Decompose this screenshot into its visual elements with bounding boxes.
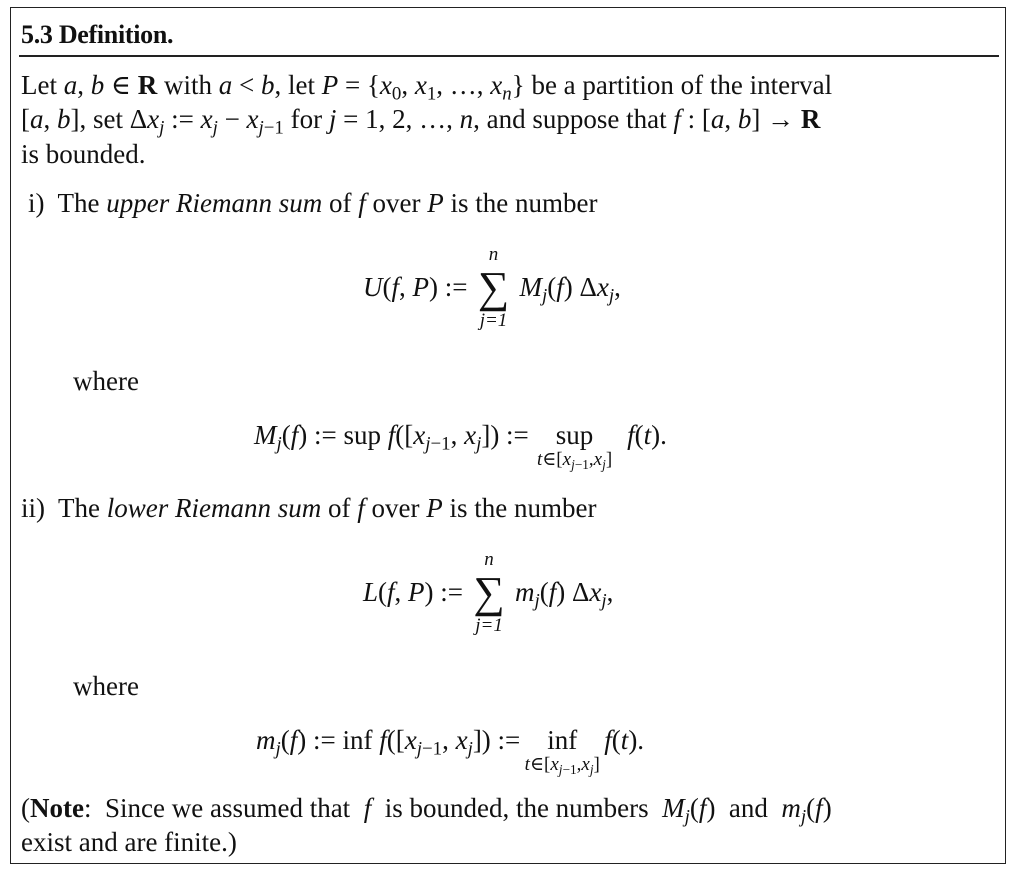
inf-operator: inf $t\in[x_{j-1},x_j]$ (524, 725, 600, 777)
heading-rule (19, 55, 999, 57)
upper-where-label: where (73, 366, 139, 396)
intro-line-3: is bounded. (21, 139, 146, 169)
note-line-2: exist and are finite.) (21, 827, 237, 857)
intro-line-1: Let a, b ∈ R with a < b, let $P = \{x_0$, $x_1$, …, $x_n$} be a partition of the interval (21, 70, 833, 105)
summation-symbol: n ∑ j=1 (473, 549, 505, 636)
lower-where-label: where (73, 671, 139, 701)
definition-box (10, 7, 1006, 864)
lower-sum-statement: ii) The lower Riemann sum of f over P is the number (21, 493, 597, 523)
sup-operator: sup $t\in[x_{j-1},x_j]$ (536, 420, 613, 472)
note-line-1: (Note: Since we assumed that f is bounded, the numbers $M_j(f)$ and $m_j(f)$ (21, 793, 832, 828)
summation-symbol: n ∑ j=1 (477, 244, 510, 331)
definition-heading: 5.3 Definition. (21, 20, 174, 49)
upper-bound-formula: $M_j(f)$ := sup $f([x_{j-1}$, $x_j$]) := sup $t\in[x_{j-1},x_j]$ f(t). (254, 420, 667, 472)
lower-sum-formula: L(f, P) := n ∑ j=1 $m_j(f)$ $\Delta x_j$, (363, 549, 614, 636)
lower-bound-formula: $m_j(f)$ := inf $f([x_{j-1}$, $x_j$]) := inf $t\in[x_{j-1},x_j]$ f(t). (256, 725, 645, 777)
intro-line-2: [a, b], set $\Delta x_j$ := $x_j - x_{j-1}$ for j = 1, 2, …, n, and suppose that f : [a, b] → R (21, 104, 821, 139)
upper-sum-statement: i) The upper Riemann sum of f over P is the number (28, 188, 598, 218)
upper-sum-formula: U(f, P) := n ∑ j=1 $M_j(f)$ $\Delta x_j$, (363, 244, 621, 331)
